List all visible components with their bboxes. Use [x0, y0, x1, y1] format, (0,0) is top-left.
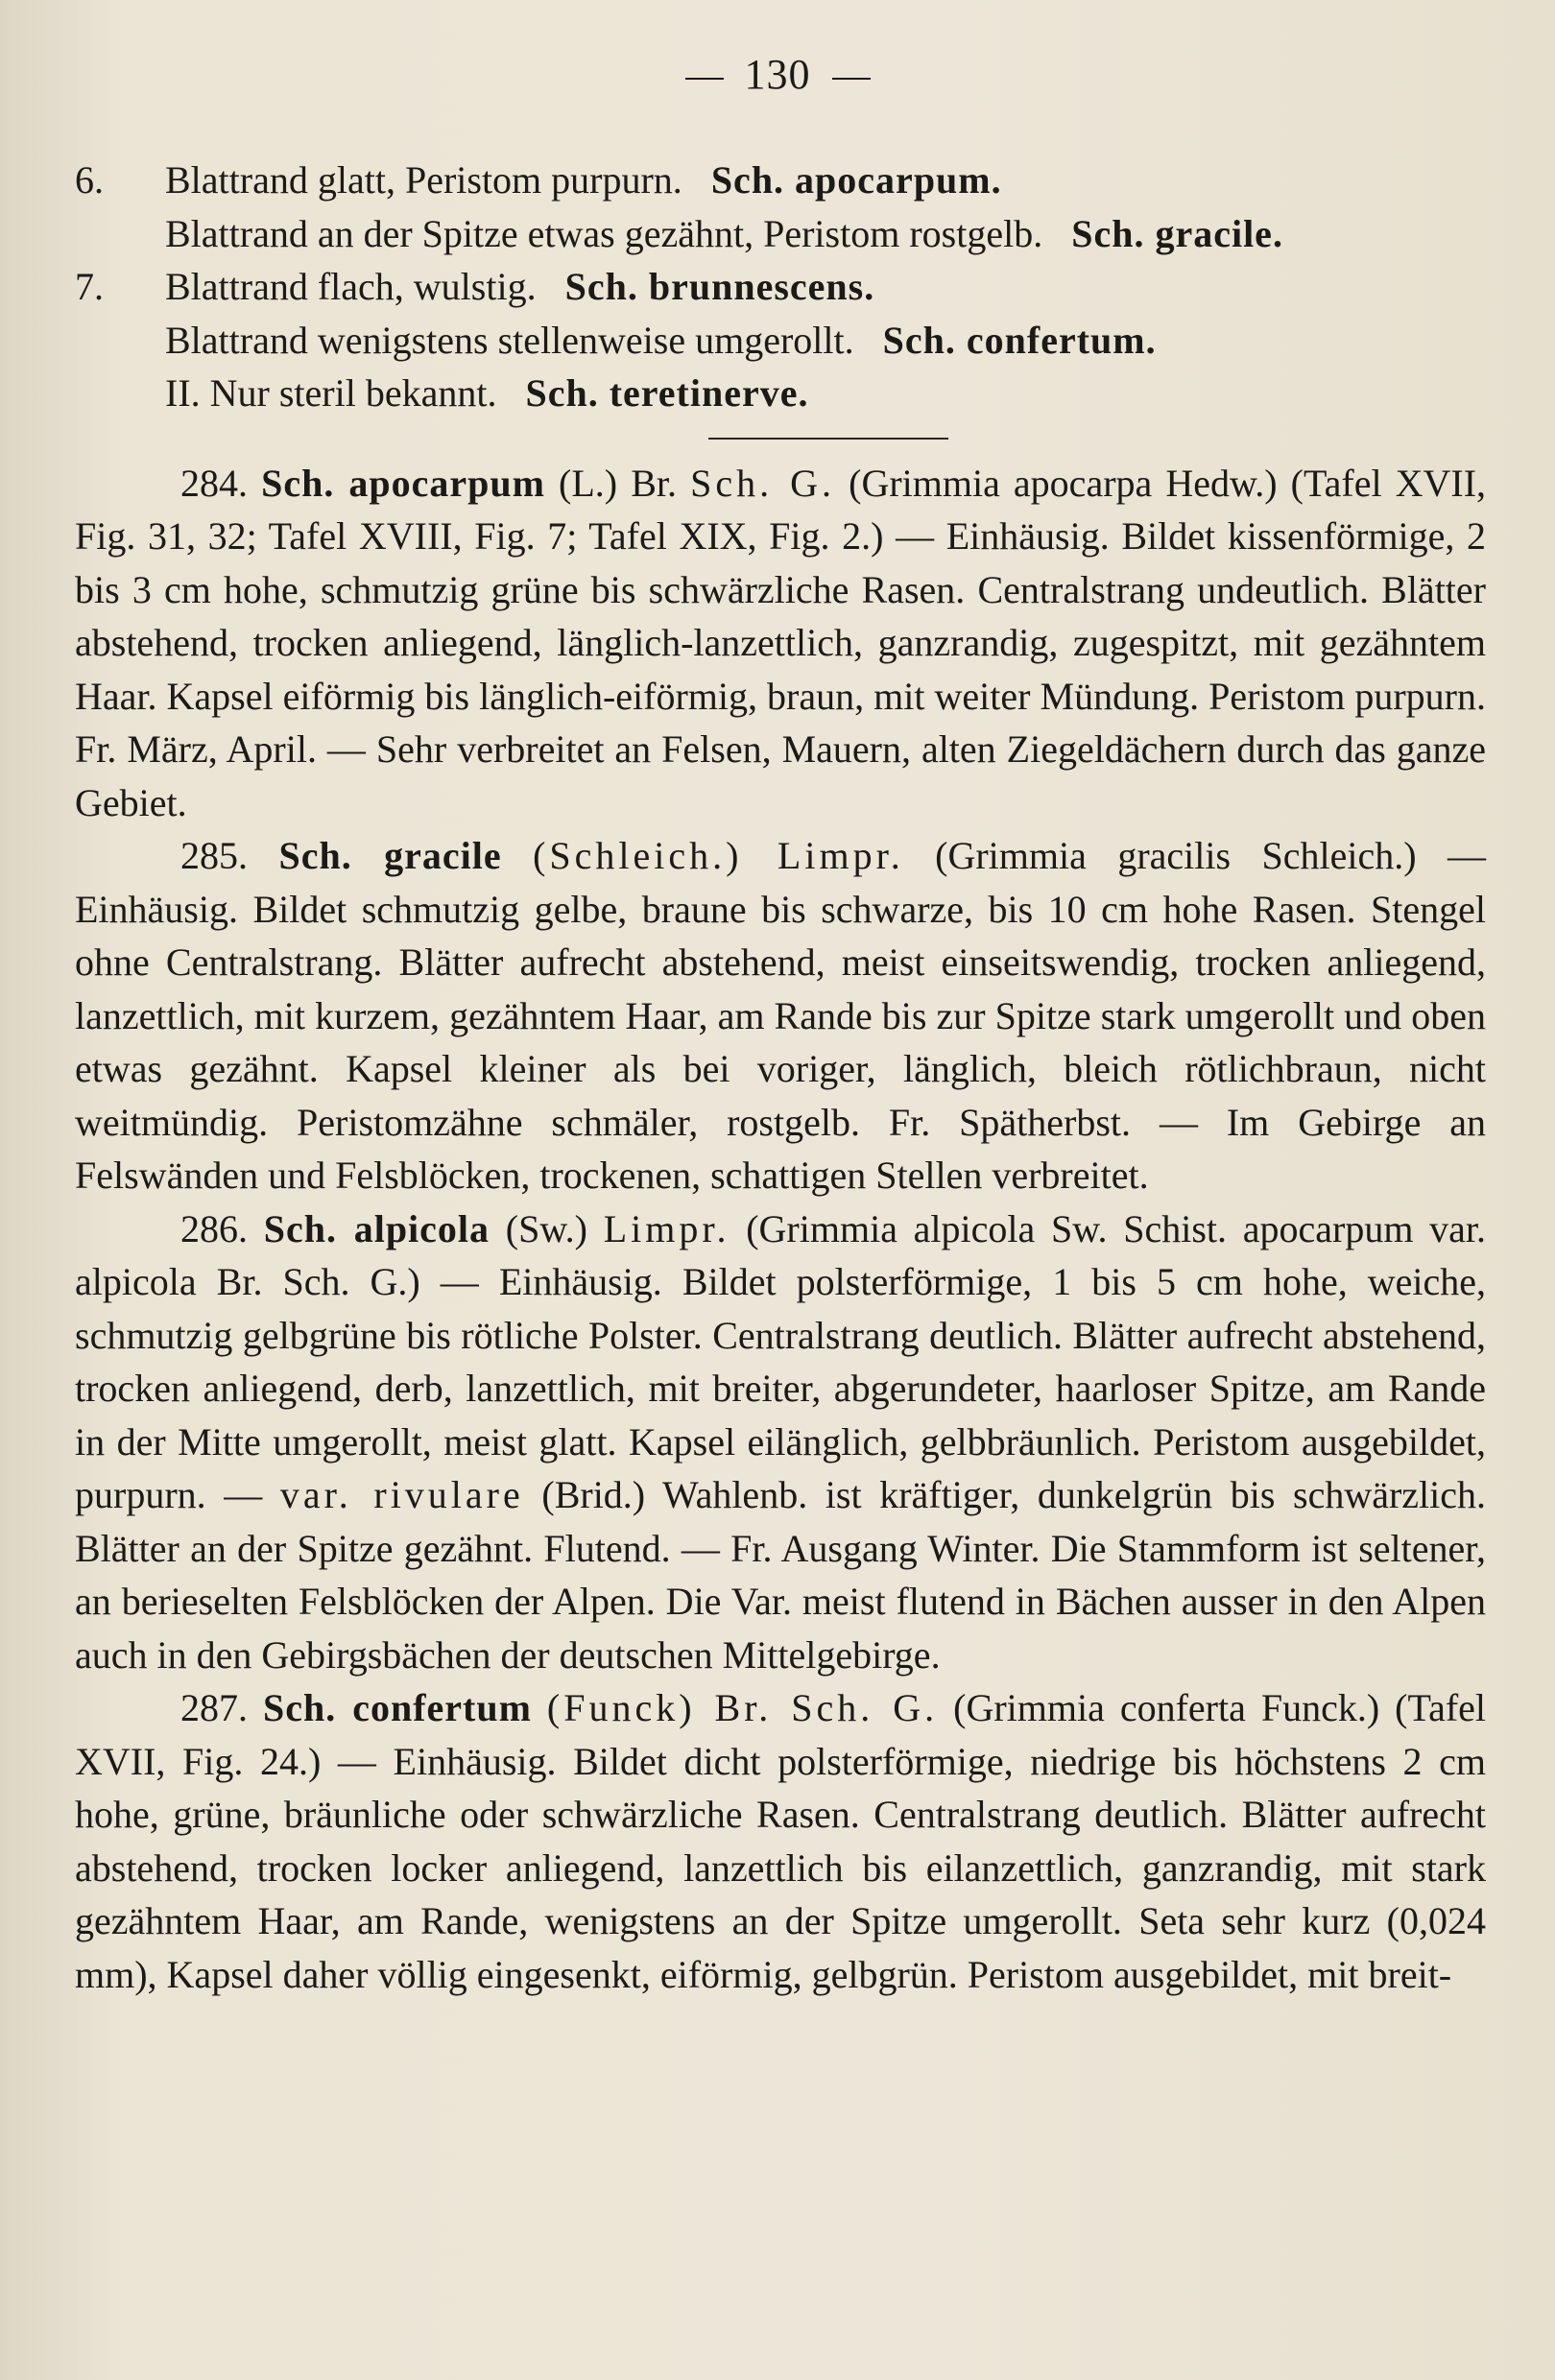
- species-entry-284: [75, 457, 1486, 830]
- entry-number: 285.: [180, 834, 248, 877]
- key-row: [75, 260, 1486, 314]
- entry-species-name: Sch. apocarpum: [261, 461, 545, 505]
- key-row: [75, 314, 1486, 368]
- key-number: 7.: [75, 265, 104, 308]
- key-row: [75, 207, 1486, 261]
- entry-body: (Grimmia apocarpa Hedw.) (Tafel XVII, Fig. 31, 32; Tafel XVIII, Fig. 7; Tafel XIX, Fig. 2.) — Einhäusig. Bildet kissenförmige, 2 bis 3 cm hohe, schmutzig grüne bis schwärzliche Rasen. Centralstrang undeutlich. Blätter abstehend, trocken anliegend, länglich-lanzettlich, ganzrandig, zugespitzt, mit gezähntem Haar. Kapsel eiförmig bis länglich-eiförmig, braun, mit weiter Mündung. Peristom purpurn. Fr. März, April. — Sehr verbreitet an Felsen, Mauern, alten Ziegeldächern durch das ganze Gebiet.: [75, 461, 1487, 824]
- entry-author-spaced: (Funck) Br. Sch. G.: [546, 1686, 939, 1729]
- entry-body: (Grimmia gracilis Schleich.) — Einhäusig. Bildet schmutzig gelbe, braune bis schwarze, bis 10 cm hohe Rasen. Stengel ohne Centralstrang. Blätter aufrecht abstehend, meist einseitswendig, trocken anliegend, lanzettlich, mit kurzem, gezähntem Haar, am Rande bis zur Spitze stark umgerollt und oben etwas gezähnt. Kapsel kleiner als bei voriger, länglich, bleich rötlichbraun, nicht weitmündig. Peristomzähne schmäler, rostgelb. Fr. Spätherbst. — Im Gebirge an Felswänden und Felsblöcken, trockenen, schattigen Stellen verbreitet.: [75, 834, 1487, 1197]
- entry-species-name: Sch. confertum: [262, 1686, 532, 1729]
- key-text: Nur steril bekannt.: [209, 371, 497, 415]
- key-text: Blattrand wenigstens stellenweise umgerollt.: [165, 318, 854, 362]
- key-species: Sch. confertum.: [882, 318, 1157, 362]
- species-entry-286: [75, 1202, 1486, 1682]
- entry-species-name: Sch. gracile: [278, 834, 502, 877]
- key-species: Sch. gracile.: [1071, 211, 1283, 255]
- species-entry-285: [75, 829, 1486, 1202]
- key-species: Sch. teretinerve.: [525, 371, 809, 415]
- entry-author: (Sw.): [505, 1206, 587, 1250]
- entry-author-spaced: (Schleich.) Limpr.: [533, 834, 904, 877]
- entry-number: 287.: [180, 1686, 248, 1729]
- entry-number: 284.: [180, 461, 248, 505]
- entry-author: (L.) Br.: [559, 461, 677, 505]
- key-row: [75, 367, 1486, 420]
- key-species: Sch. brunnescens.: [564, 265, 875, 308]
- key-text: Blattrand flach, wulstig.: [165, 265, 537, 308]
- header-dash-left: [685, 78, 724, 80]
- entry-species-name: Sch. alpicola: [263, 1206, 490, 1250]
- key-number: II.: [165, 371, 201, 415]
- key-number: 6.: [75, 158, 104, 202]
- separator-rule: [708, 438, 948, 440]
- page-number: 130: [744, 51, 811, 98]
- entry-author-spaced: Limpr.: [603, 1206, 730, 1250]
- identification-key: [75, 154, 1486, 420]
- key-text: Blattrand glatt, Peristom purpurn.: [165, 158, 682, 202]
- species-entry-287: [75, 1681, 1486, 2001]
- header-dash-right: [832, 78, 871, 80]
- entry-author-spaced: Sch. G.: [690, 461, 836, 505]
- entry-body-variety: (Brid.) Wahlenb. ist kräftiger, dunkelgrün bis schwärzlich. Blätter an der Spitze gezähnt. Flutend. — Fr. Ausgang Winter. Die Stammform ist seltener, an berieselten Felsblöcken der Alpen. Die Var. meist flutend in Bächen ausser in den Alpen auch in den Gebirgsbächen der deutschen Mittelgebirge.: [75, 1473, 1487, 1677]
- key-species: Sch. apocarpum.: [710, 158, 1002, 202]
- entry-variety-label: var. rivulare: [279, 1473, 524, 1516]
- key-text: Blattrand an der Spitze etwas gezähnt, Peristom rostgelb.: [165, 211, 1043, 255]
- entry-number: 286.: [180, 1206, 248, 1250]
- page-content: [75, 154, 1486, 2001]
- entry-body: (Grimmia conferta Funck.) (Tafel XVII, Fig. 24.) — Einhäusig. Bildet dicht polsterförmige, niedrige bis höchstens 2 cm hohe, grüne, bräunliche oder schwärzliche Rasen. Centralstrang deutlich. Blätter aufrecht abstehend, trocken locker anliegend, lanzettlich bis eilanzettlich, ganzrandig, mit stark gezähntem Haar, am Rande, wenigstens an der Spitze umgerollt. Seta sehr kurz (0,024 mm), Kapsel daher völlig eingesenkt, eiförmig, gelbgrün. Peristom ausgebildet, mit breit-: [75, 1686, 1487, 1996]
- page-header: [0, 50, 1555, 99]
- entry-body: (Grimmia alpicola Sw. Schist. apocarpum var. alpicola Br. Sch. G.) — Einhäusig. Bildet polsterförmige, 1 bis 5 cm hohe, weiche, schmutzig gelbgrüne bis rötliche Polster. Centralstrang deutlich. Blätter aufrecht abstehend, trocken anliegend, derb, lanzettlich, mit breiter, abgerundeter, haarloser Spitze, am Rande in der Mitte umgerollt, meist glatt. Kapsel eilänglich, gelbbräunlich. Peristom ausgebildet, purpurn. —: [75, 1206, 1487, 1516]
- key-row: [75, 154, 1486, 207]
